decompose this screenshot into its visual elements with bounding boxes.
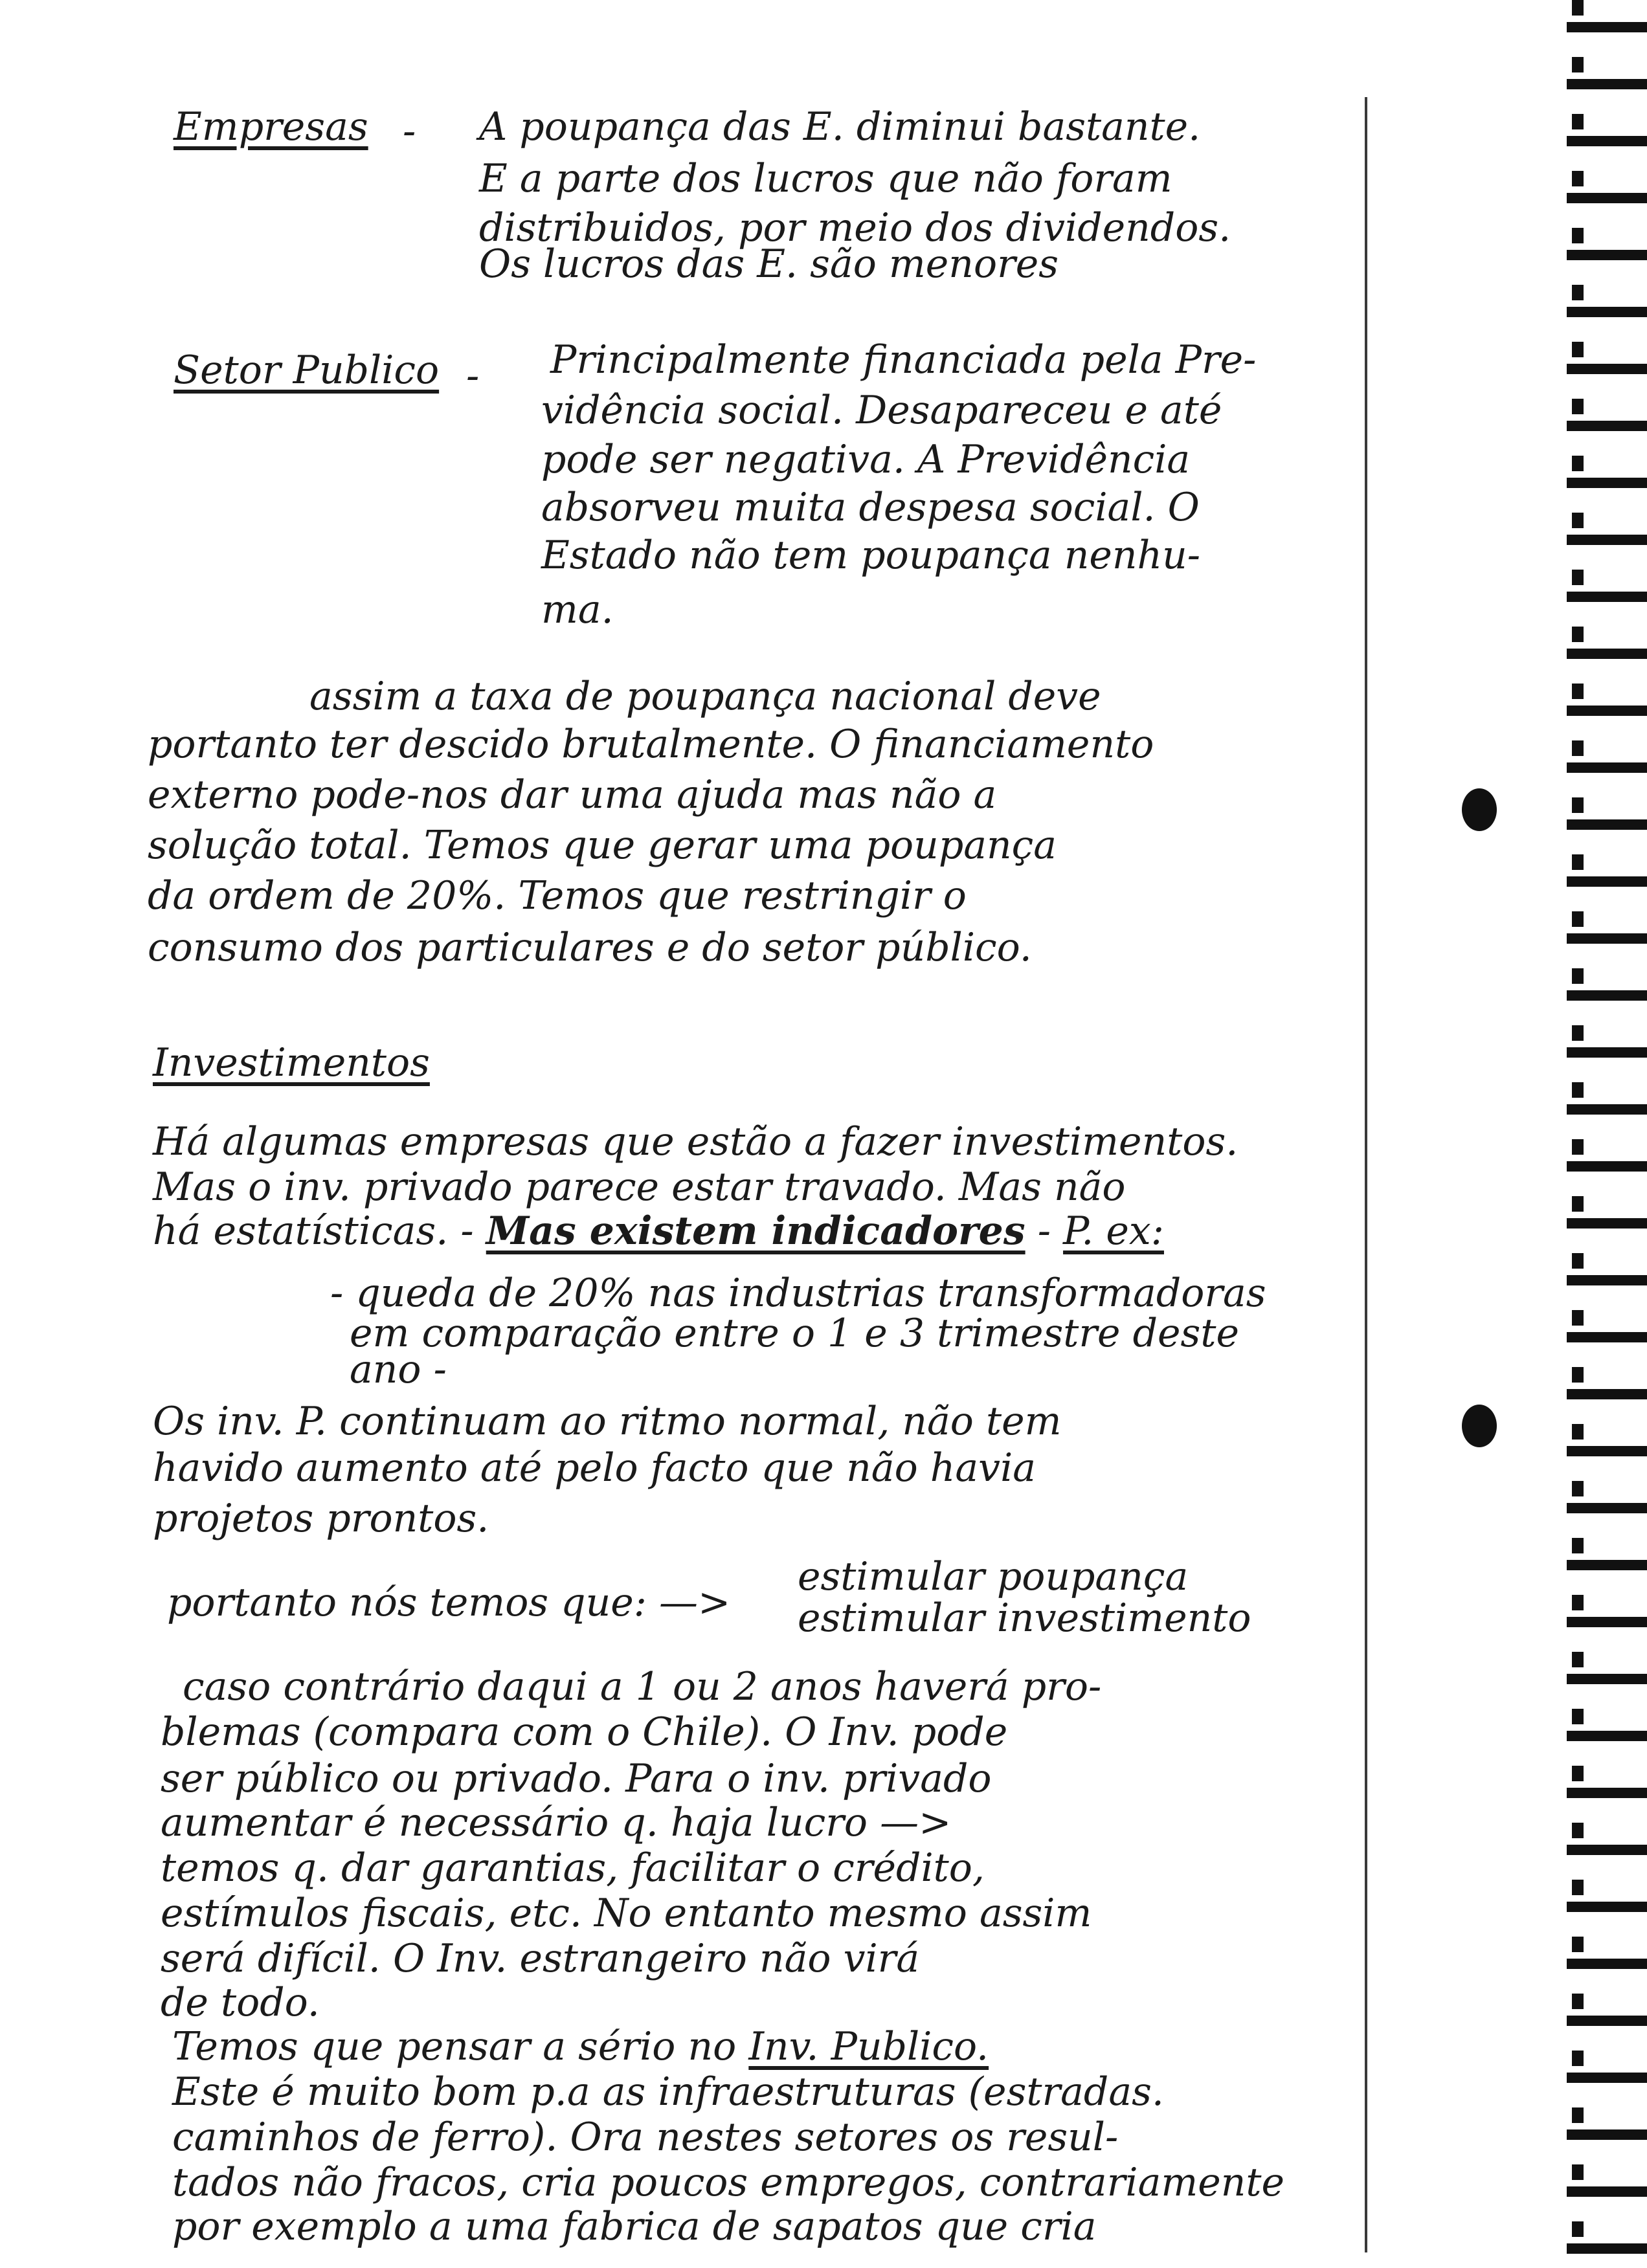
text-line: solução total. Temos que gerar uma poupança <box>148 823 1057 868</box>
spiral-binding <box>1567 0 1647 2268</box>
text-line: havido aumento até pelo facto que não havia <box>153 1445 1036 1491</box>
text-line: Principalmente financiada pela Pre- <box>550 337 1257 383</box>
text-line: Os lucros das E. são menores <box>479 241 1059 287</box>
heading-dash: - <box>403 109 416 154</box>
underlined-phrase: Inv. Publico. <box>748 2024 989 2069</box>
punch-hole <box>1462 1405 1497 1447</box>
text-line: da ordem de 20%. Temos que restringir o <box>148 873 967 918</box>
text-line: A poupança das E. diminui bastante. <box>479 104 1201 150</box>
text-line: aumentar é necessário q. haja lucro —> <box>161 1800 952 1845</box>
text-line: E a parte dos lucros que não foram <box>479 156 1172 201</box>
text-line: absorveu muita despesa social. O <box>541 485 1200 530</box>
text-fragment: Temos que pensar a sério no <box>172 2024 737 2069</box>
bullet-line: em comparação entre o 1 e 3 trimestre deste <box>350 1311 1239 1356</box>
text-line: estimular poupança <box>798 1554 1189 1599</box>
text-line: pode ser negativa. A Previdência <box>541 437 1191 482</box>
text-line: estimular investimento <box>798 1595 1251 1641</box>
text-line: de todo. <box>161 1980 320 2025</box>
text-line: portanto ter descido brutalmente. O financiamento <box>148 722 1154 767</box>
heading-empresas: Empresas <box>174 104 368 150</box>
text-line: Os inv. P. continuam ao ritmo normal, não tem <box>153 1399 1062 1444</box>
text-line: Mas o inv. privado parece estar travado. Mas não <box>153 1164 1126 1210</box>
text-line: caso contrário daqui a 1 ou 2 anos haverá pro- <box>183 1664 1102 1709</box>
text-line: estímulos fiscais, etc. No entanto mesmo assim <box>161 1891 1092 1936</box>
heading-setor-publico: Setor Publico <box>174 348 440 393</box>
text-fragment: há estatísticas. <box>153 1208 449 1254</box>
text-line: caminhos de ferro). Ora nestes setores os resul- <box>172 2115 1119 2160</box>
text-line: por exemplo a uma fabrica de sapatos que cria <box>172 2204 1097 2249</box>
margin-line <box>1365 97 1367 2252</box>
text-fragment: P. ex: <box>1063 1208 1164 1254</box>
text-line-with-highlight <box>172 2023 989 2070</box>
text-line: externo pode-nos dar uma ajuda mas não a <box>148 772 997 817</box>
text-line: Há algumas empresas que estão a fazer investimentos. <box>153 1119 1238 1164</box>
punch-hole <box>1462 788 1497 831</box>
underlined-phrase: Mas existem indicadores <box>486 1208 1025 1254</box>
text-line: projetos prontos. <box>153 1496 489 1541</box>
text-line: vidência social. Desapareceu e até <box>541 388 1222 433</box>
bullet-line: ano - <box>350 1347 447 1392</box>
text-line: consumo dos particulares e do setor público. <box>148 925 1032 970</box>
text-line: portanto nós temos que: —> <box>167 1580 731 1625</box>
text-line: será difícil. O Inv. estrangeiro não virá <box>161 1936 920 1981</box>
heading-dash: - <box>466 353 480 399</box>
text-line: distribuidos, por meio dos dividendos. <box>479 205 1231 250</box>
text-line-with-highlight: há estatísticas. - Mas existem indicadores - P. ex: <box>153 1208 1164 1254</box>
text-line: assim a taxa de poupança nacional deve <box>309 674 1101 719</box>
text-line: ma. <box>541 587 614 632</box>
bullet-line: - queda de 20% nas industrias transformadoras <box>330 1271 1266 1316</box>
text-line: blemas (compara com o Chile). O Inv. pode <box>161 1709 1008 1755</box>
text-line: Este é muito bom p.a as infraestruturas (estradas. <box>172 2069 1164 2115</box>
text-line: Estado não tem poupança nenhu- <box>541 533 1201 578</box>
text-line: ser público ou privado. Para o inv. privado <box>161 1756 992 1801</box>
text-line: tados não fracos, cria poucos empregos, contrariamente <box>172 2160 1284 2205</box>
text-line: temos q. dar garantias, facilitar o crédito, <box>161 1845 985 1891</box>
heading-investimentos: Investimentos <box>153 1040 430 1085</box>
